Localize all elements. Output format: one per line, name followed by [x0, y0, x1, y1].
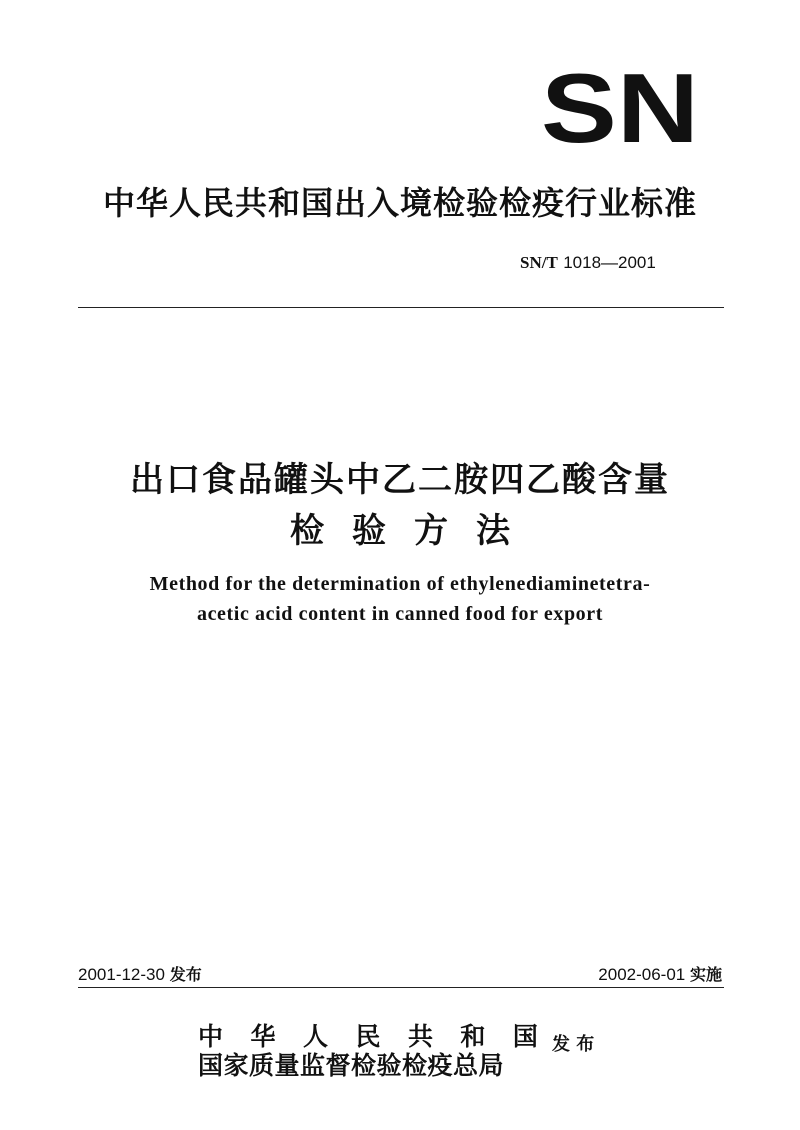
footer-divider [78, 987, 724, 988]
implementation-label: 实施 [689, 965, 722, 984]
header-divider [78, 307, 724, 308]
sn-logo-text: SN [541, 66, 699, 146]
sn-logo [540, 66, 700, 146]
issuer-char: 民 [355, 1022, 381, 1051]
standard-code [520, 253, 656, 273]
issuer-char: 人 [302, 1022, 328, 1051]
issue-date [78, 962, 202, 985]
issuer-char: 国 [512, 1022, 538, 1051]
issuer-char: 中 [198, 1022, 224, 1051]
implementation-date-value: 2002-06-01 [598, 965, 686, 984]
issue-date-value: 2001-12-30 [78, 965, 165, 984]
publish-label: 发 布 [552, 1034, 595, 1055]
title-char: 法 [476, 511, 510, 551]
title-char: 检 [290, 511, 324, 551]
issue-label: 发布 [169, 965, 202, 984]
title-char: 验 [352, 511, 386, 551]
issuer-char: 华 [250, 1022, 276, 1051]
standard-category-title: 中华人民共和国出入境检验检疫行业标准 [102, 184, 697, 222]
english-title-line2: acetic acid content in canned food for export [196, 603, 604, 625]
title-char: 方 [414, 511, 448, 551]
issuer-char: 共 [407, 1022, 433, 1051]
issuer-line2: 国家质量监督检验检疫总局 [198, 1051, 505, 1080]
standard-code-number: 1018—2001 [563, 253, 656, 272]
standard-code-prefix: SN/T [520, 253, 558, 272]
main-title-chinese-line2 [0, 503, 800, 552]
implementation-date [598, 962, 722, 985]
issuer-char: 和 [460, 1022, 486, 1051]
english-title-line1: Method for the determination of ethylenediaminetetra- [149, 573, 651, 595]
main-title-chinese: 出口食品罐头中乙二胺四乙酸含量 [130, 460, 670, 500]
